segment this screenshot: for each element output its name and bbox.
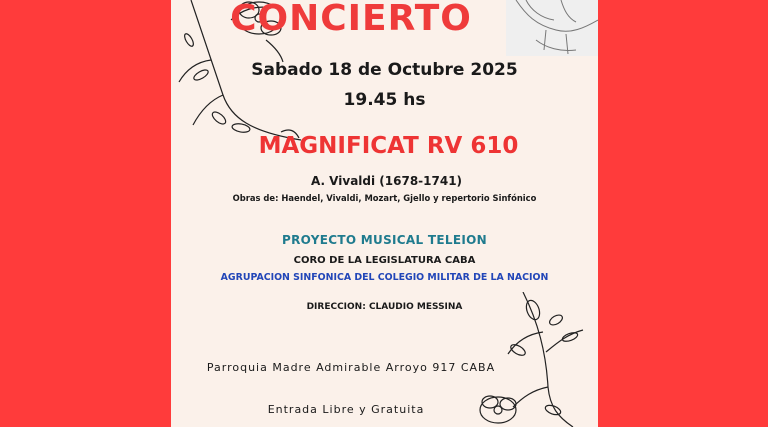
orchestra-name: AGRUPACION SINFONICA DEL COLEGIO MILITAR DE LA NACION — [220, 272, 549, 283]
venue: Parroquia Madre Admirable Arroyo 917 CABA — [206, 361, 496, 374]
project-name: PROYECTO MUSICAL TELEION — [282, 233, 487, 247]
work-title: MAGNIFICAT RV 610 — [258, 133, 519, 159]
conductor: DIRECCION: CLAUDIO MESSINA — [306, 302, 463, 312]
event-time: 19.45 hs — [343, 90, 426, 110]
composer: A. Vivaldi (1678-1741) — [310, 174, 463, 188]
other-works: Obras de: Haendel, Vivaldi, Mozart, Gjello y repertorio Sinfónico — [232, 193, 537, 203]
choir-name: CORO DE LA LEGISLATURA CABA — [293, 255, 476, 266]
concert-poster — [171, 0, 598, 427]
event-date: Sabado 18 de Octubre 2025 — [251, 60, 518, 80]
poster-title: CONCIERTO — [230, 0, 472, 39]
entry-info: Entrada Libre y Gratuita — [267, 403, 425, 416]
